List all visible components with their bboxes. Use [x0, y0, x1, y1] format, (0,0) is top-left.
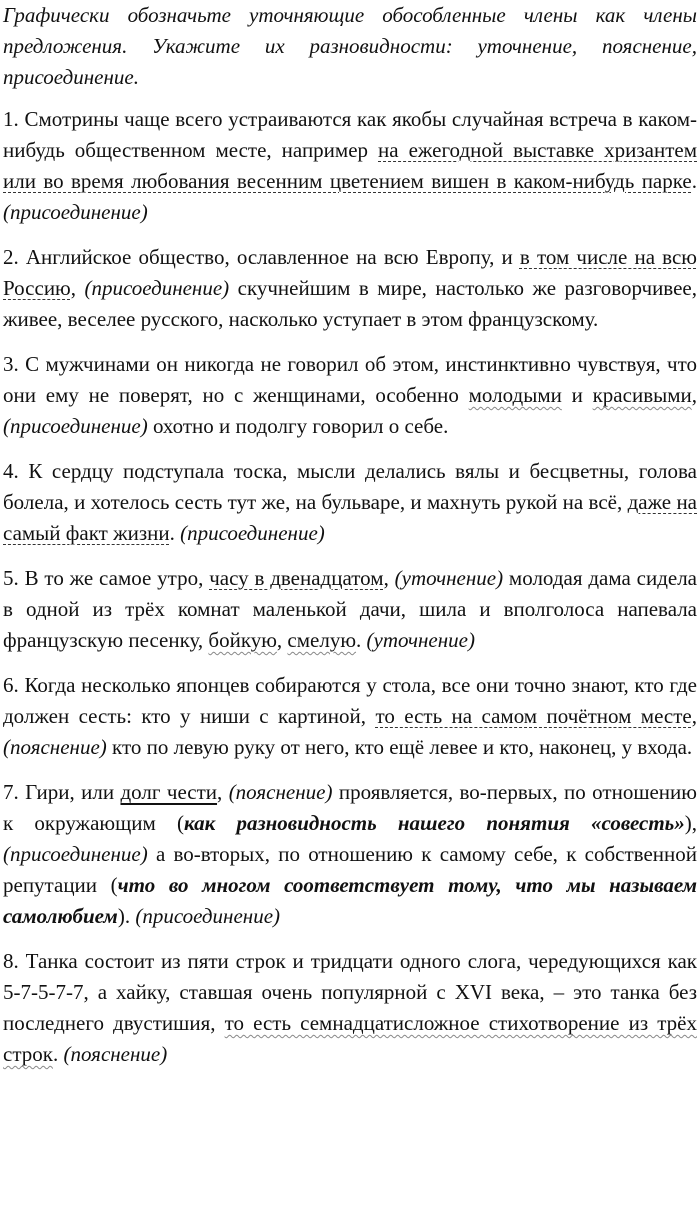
circumstance-underlined-phrase: на ежегодной выставке хризантем или во время любования весенним цветением вишен в каком-нибудь парке [3, 138, 697, 193]
type-label: (уточнение) [366, 628, 475, 652]
sentence-text: а во-вторых, по отношению к самому себе, к собственной репутации ( [3, 842, 697, 897]
circumstance-underlined-phrase: то есть на самом почётном месте [375, 704, 692, 728]
sentence-8 [3, 946, 697, 1070]
sentence-text: кто по левую руку от него, кто ещё левее и кто, наконец, у входа. [106, 735, 693, 759]
sentence-text: 7. Гири, или [3, 780, 121, 804]
circumstance-underlined-phrase: в том числе на всю Россию [3, 245, 697, 300]
circumstance-underlined-phrase: даже на самый факт жизни [3, 490, 698, 545]
sentence-text: . [169, 521, 181, 545]
type-label: (присоединение) [3, 414, 148, 438]
sentence-text: 1. Смотрины чаще всего устраиваются как якобы случайная встреча в каком-нибудь общественном месте, например [3, 107, 697, 162]
sentence-text: , [276, 628, 288, 652]
sentence-text: проявляется, во-первых, по отношению к окружающим ( [3, 780, 697, 835]
sentence-text: , [383, 566, 395, 590]
sentence-text: молодая дама сидела в одной из трёх комнат маленькой дачи, шила и вполголоса напевала французскую песенку, [3, 566, 697, 652]
type-label: (пояснение) [3, 735, 107, 759]
exercise-sentences [3, 104, 697, 1070]
attribute-wavy-underlined-phrase: то есть семнадцатисложное стихотворение из трёх строк [3, 1011, 697, 1066]
task-instruction: Графически обозначьте уточняющие обособленные члены как члены предложения. Укажите их разновидности: уточнение, пояснение, присоединение. [3, 3, 697, 89]
object-underlined-phrase: долг чести [120, 780, 218, 804]
sentence-text: , [691, 704, 697, 728]
type-label: (присоединение) [3, 842, 148, 866]
sentence-text: скучнейшим в мире, настолько же разговорчивее, живее, веселее русского, насколько уступает в этом французскому. [3, 276, 697, 331]
sentence-text: 3. С мужчинами он никогда не говорил об этом, инстинктивно чувствуя, что они ему не поверят, но с женщинами, особенно [3, 352, 697, 407]
sentence-text: и [561, 383, 593, 407]
sentence-2 [3, 242, 697, 335]
bold-italic-phrase: что во многом соответствует тому, что мы называем самолюбием [3, 873, 697, 928]
sentence-text: 5. В то же самое утро, [3, 566, 210, 590]
sentence-5 [3, 563, 697, 656]
type-label: (присоединение) [84, 276, 230, 300]
attribute-wavy-underlined-phrase: молодыми [468, 383, 562, 407]
sentence-text: 2. Английское общество, ославленное на всю Европу, и [3, 245, 520, 269]
type-label: (уточнение) [394, 566, 504, 590]
sentence-text: . [52, 1042, 64, 1066]
sentence-text: . [691, 169, 697, 193]
attribute-wavy-underlined-phrase: смелую [287, 628, 357, 652]
sentence-text: ), [684, 811, 697, 835]
sentence-text: , [70, 276, 85, 300]
type-label: (пояснение) [63, 1042, 168, 1066]
sentence-text: , [691, 383, 697, 407]
sentence-text: , [217, 780, 229, 804]
sentence-4 [3, 456, 697, 549]
circumstance-underlined-phrase: часу в двенадцатом [209, 566, 384, 590]
bold-italic-phrase: как разновидность нашего понятия «совесть» [183, 811, 685, 835]
attribute-wavy-underlined-phrase: бойкую [208, 628, 277, 652]
sentence-7 [3, 777, 697, 932]
sentence-3 [3, 349, 697, 442]
sentence-text: охотно и подолгу говорил о себе. [147, 414, 449, 438]
sentence-text: 8. Танка состоит из пяти строк и тридцати одного слога, чередующихся как 5-7-5-7-7, а хайку, ставшая очень популярной с XVI века, – это танка без последнего двустишия, [3, 949, 697, 1035]
sentence-text: 6. Когда несколько японцев собираются у стола, все они точно знают, кто где должен сесть: кто у ниши с картиной, [3, 673, 697, 728]
sentence-1 [3, 104, 697, 228]
type-label: (присоединение) [135, 904, 281, 928]
sentence-text: ). [117, 904, 136, 928]
type-label: (присоединение) [180, 521, 325, 545]
sentence-6 [3, 670, 697, 763]
sentence-text: 4. К сердцу подступала тоска, мысли делались вялы и бесцветны, голова болела, и хотелось сесть тут же, на бульваре, и махнуть рукой на всё, [3, 459, 697, 514]
sentence-text: . [356, 628, 367, 652]
type-label: (пояснение) [228, 780, 333, 804]
attribute-wavy-underlined-phrase: красивыми [592, 383, 692, 407]
type-label: (присоединение) [3, 200, 148, 224]
